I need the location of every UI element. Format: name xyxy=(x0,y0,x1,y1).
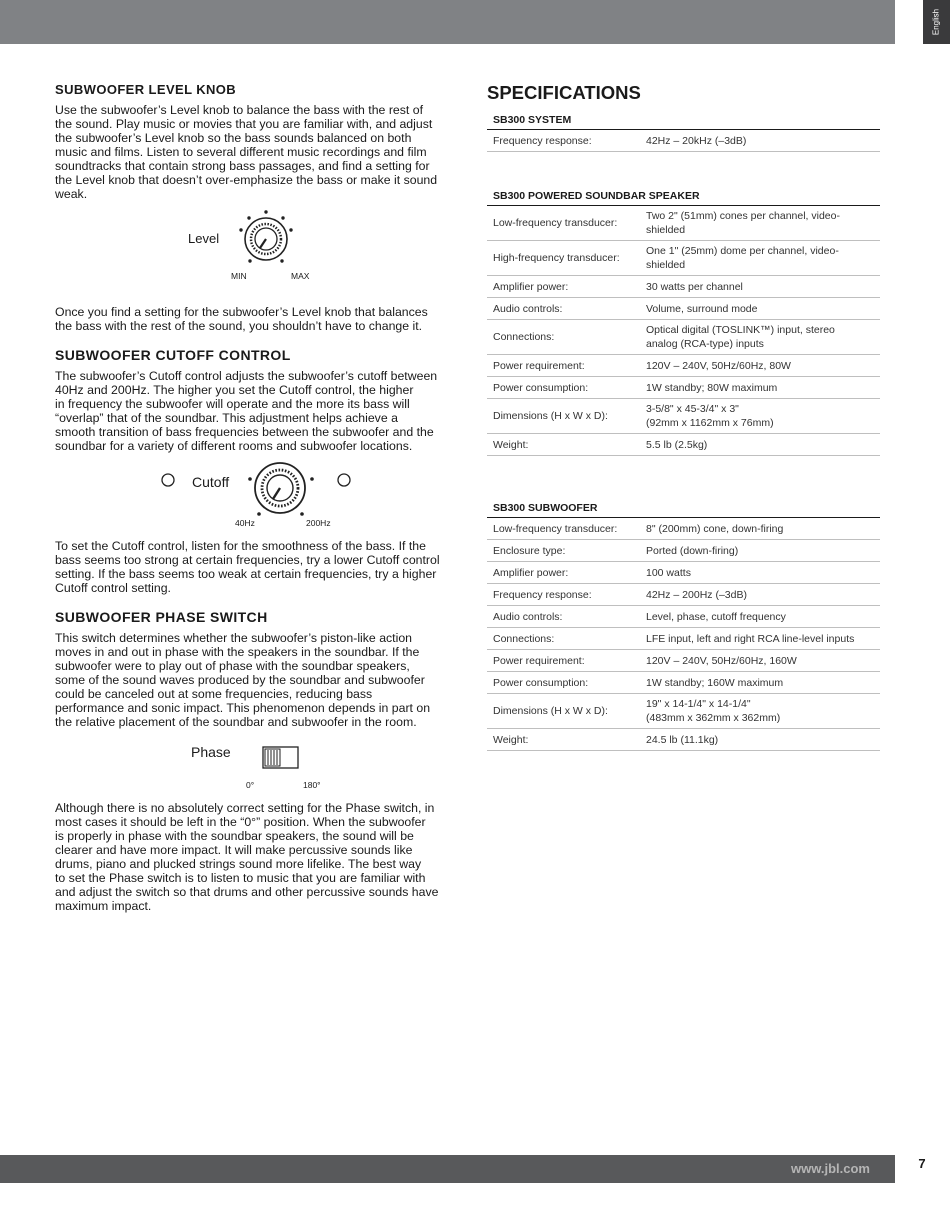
paragraph-line: the subwoofer’s Level knob so the bass sounds balanced on both xyxy=(55,131,412,145)
phase-para-2 xyxy=(55,801,457,913)
cutoff-led-right-icon xyxy=(338,474,350,486)
paragraph-line: “overlap” that of the soundbar. This adjustment helps achieve a xyxy=(55,411,398,425)
spec-value: 42Hz – 20kHz (–3dB) xyxy=(646,134,747,147)
system-table xyxy=(487,130,880,152)
spec-label: Connections: xyxy=(493,632,555,645)
system-table-title: SB300 SYSTEM xyxy=(487,112,880,130)
paragraph-line: smooth transition of bass frequencies between the subwoofer and the xyxy=(55,425,434,439)
level-knob-figure xyxy=(55,201,457,305)
spec-value: One 1" (25mm) dome per channel, video- shielded xyxy=(646,245,839,271)
level-para-1 xyxy=(55,103,457,201)
paragraph-line: to set the Phase switch is to listen to music that you are familiar with xyxy=(55,871,426,885)
spec-row xyxy=(487,276,880,298)
spec-label: Power requirement: xyxy=(493,654,585,667)
spec-value: 5.5 lb (2.5kg) xyxy=(646,438,708,451)
spec-label: Amplifier power: xyxy=(493,280,569,293)
level-min-label: MIN xyxy=(231,271,247,281)
spec-label: Frequency response: xyxy=(493,134,592,147)
spec-label: High-frequency transducer: xyxy=(493,252,620,264)
phase-switch-figure xyxy=(55,729,457,801)
page-number: 7 xyxy=(918,1156,926,1171)
spec-row xyxy=(487,650,880,672)
level-max-label: MAX xyxy=(291,271,310,281)
spec-row xyxy=(487,355,880,377)
cutoff-para-2 xyxy=(55,539,457,595)
spec-row xyxy=(487,434,880,456)
spec-value: 120V – 240V, 50Hz/60Hz, 80W xyxy=(646,359,791,372)
spec-value: Ported (down-firing) xyxy=(646,544,739,557)
specifications-column xyxy=(487,82,880,751)
level-heading: SUBWOOFER LEVEL KNOB xyxy=(55,82,237,97)
paragraph-line: the relative placement of the soundbar and subwoofer in the room. xyxy=(55,715,417,729)
cutoff-heading: SUBWOOFER CUTOFF CONTROL xyxy=(55,347,291,363)
phase-label: Phase xyxy=(191,744,231,760)
paragraph-line: clearer and have more impact. It will make percussive sounds like xyxy=(55,843,413,857)
spec-value: 30 watts per channel xyxy=(646,280,743,293)
phase-para-1 xyxy=(55,631,457,729)
spec-row xyxy=(487,298,880,320)
spec-value: 1W standby; 80W maximum xyxy=(646,381,778,394)
spec-value: 8" (200mm) cone, down-firing xyxy=(646,522,784,535)
specifications-title: SPECIFICATIONS xyxy=(487,82,641,103)
spec-value: Level, phase, cutoff frequency xyxy=(646,610,786,623)
paragraph-line: Once you find a setting for the subwoofer’s Level knob that balances xyxy=(55,305,428,319)
paragraph-line: could be canceled out at some frequencies, reducing bass xyxy=(55,687,373,701)
spec-row xyxy=(487,694,880,729)
soundbar-table-title: SB300 POWERED SOUNDBAR SPEAKER xyxy=(487,188,880,206)
spec-row xyxy=(487,206,880,241)
spec-row xyxy=(487,540,880,562)
spec-value: Two 2" (51mm) cones per channel, video- shielded xyxy=(646,210,840,236)
spec-label: Dimensions (H x W x D): xyxy=(493,705,608,717)
level-knob-icon xyxy=(55,201,457,305)
phase-heading: SUBWOOFER PHASE SWITCH xyxy=(55,609,268,625)
paragraph-line: the sound. Play music or movies that you are familiar with, and adjust xyxy=(55,117,433,131)
cutoff-led-left-icon xyxy=(162,474,174,486)
paragraph-line: the Level knob that doesn’t over-emphasize the bass or make it sound xyxy=(55,173,438,187)
soundbar-table xyxy=(487,206,880,456)
spec-label: Power consumption: xyxy=(493,676,589,689)
phase-min-label: 0° xyxy=(246,780,255,790)
cutoff-max-label: 200Hz xyxy=(306,518,331,528)
paragraph-line: some of the sound waves produced by the soundbar and subwoofer xyxy=(55,673,425,687)
spec-label: Dimensions (H x W x D): xyxy=(493,410,608,422)
spec-row xyxy=(487,606,880,628)
phase-switch-icon xyxy=(55,729,457,801)
spec-value: 42Hz – 200Hz (–3dB) xyxy=(646,588,747,601)
spec-label: Low-frequency transducer: xyxy=(493,217,618,229)
paragraph-line: The subwoofer’s Cutoff control adjusts the subwoofer’s cutoff between xyxy=(55,369,438,383)
spec-value: Optical digital (TOSLINK™) input, stereo analog (RCA-type) inputs xyxy=(646,324,835,350)
spec-label: Audio controls: xyxy=(493,610,563,623)
spec-row xyxy=(487,241,880,276)
paragraph-line: soundbar for a variety of different rooms and subwoofer locations. xyxy=(55,439,413,453)
spec-label: Low-frequency transducer: xyxy=(493,522,618,535)
language-tab-label: English xyxy=(931,8,941,36)
spec-value: 100 watts xyxy=(646,566,691,579)
spec-row xyxy=(487,562,880,584)
paragraph-line: soundtracks that contain strong bass passages, and find a setting for xyxy=(55,159,430,173)
spec-row xyxy=(487,518,880,540)
cutoff-label: Cutoff xyxy=(192,474,230,490)
spec-value: Volume, surround mode xyxy=(646,302,758,315)
phase-max-label: 180° xyxy=(303,780,321,790)
spec-row xyxy=(487,130,880,152)
spec-value: 24.5 lb (11.1kg) xyxy=(646,733,719,746)
paragraph-line: music and films. Listen to several different music recordings and film xyxy=(55,145,427,159)
subwoofer-table-title: SB300 SUBWOOFER xyxy=(487,500,880,518)
paragraph-line: performance and sonic impact. This phenomenon depends in part on xyxy=(55,701,431,715)
cutoff-knob-figure xyxy=(55,453,457,539)
footer-bar xyxy=(0,1155,895,1183)
spec-row xyxy=(487,320,880,355)
spec-row xyxy=(487,399,880,434)
spec-row xyxy=(487,729,880,751)
cutoff-para-1 xyxy=(55,369,457,453)
spec-value: LFE input, left and right RCA line-level inputs xyxy=(646,632,855,645)
paragraph-line: 40Hz and 200Hz. The higher you set the Cutoff control, the higher xyxy=(55,383,414,397)
paragraph-line: in frequency the subwoofer will operate and the more its bass will xyxy=(55,397,410,411)
subwoofer-table xyxy=(487,518,880,751)
top-bar xyxy=(0,0,895,44)
level-para-2 xyxy=(55,305,457,333)
paragraph-line: setting. If the bass seems too weak at certain frequencies, try a higher xyxy=(55,567,437,581)
spec-label: Weight: xyxy=(493,438,529,451)
spec-label: Enclosure type: xyxy=(493,544,566,557)
left-column xyxy=(55,82,457,913)
paragraph-line: drums, piano and plucked strings sound more lifelike. The best way xyxy=(55,857,422,871)
paragraph-line: Use the subwoofer’s Level knob to balance the bass with the rest of xyxy=(55,103,423,117)
paragraph-line: bass seems too strong at certain frequencies, try a lower Cutoff control xyxy=(55,553,440,567)
cutoff-min-label: 40Hz xyxy=(235,518,255,528)
paragraph-line: To set the Cutoff control, listen for the smoothness of the bass. If the xyxy=(55,539,426,553)
paragraph-line: This switch determines whether the subwoofer’s piston-like action xyxy=(55,631,413,645)
spec-value: 3-5/8" x 45-3/4" x 3" (92mm x 1162mm x 76mm) xyxy=(646,403,774,429)
paragraph-line: moves in and out in phase with the speakers in the soundbar. If the xyxy=(55,645,420,659)
level-label: Level xyxy=(188,231,220,246)
spec-label: Power consumption: xyxy=(493,381,589,394)
spec-row xyxy=(487,672,880,694)
spec-row xyxy=(487,584,880,606)
spec-label: Power requirement: xyxy=(493,359,585,372)
paragraph-line: subwoofer were to play out of phase with the soundbar speakers, xyxy=(55,659,410,673)
spec-value: 1W standby; 160W maximum xyxy=(646,676,784,689)
paragraph-line: weak. xyxy=(55,187,88,201)
paragraph-line: Although there is no absolutely correct setting for the Phase switch, in xyxy=(55,801,435,815)
spec-value: 120V – 240V, 50Hz/60Hz, 160W xyxy=(646,654,797,667)
spec-label: Connections: xyxy=(493,331,555,343)
spec-row xyxy=(487,628,880,650)
paragraph-line: is properly in phase with the soundbar speakers, the sound will be xyxy=(55,829,414,843)
spec-label: Audio controls: xyxy=(493,302,563,315)
spec-label: Amplifier power: xyxy=(493,566,569,579)
paragraph-line: maximum impact. xyxy=(55,899,152,913)
paragraph-line: and adjust the switch so that drums and other percussive sounds have xyxy=(55,885,439,899)
spec-label: Weight: xyxy=(493,733,529,746)
spec-row xyxy=(487,377,880,399)
spec-label: Frequency response: xyxy=(493,588,592,601)
website-link[interactable]: www.jbl.com xyxy=(791,1161,870,1176)
paragraph-line: most cases it should be left in the “0°” position. When the subwoofer xyxy=(55,815,426,829)
paragraph-line: Cutoff control setting. xyxy=(55,581,171,595)
paragraph-line: the bass with the rest of the sound, you shouldn’t have to change it. xyxy=(55,319,423,333)
spec-value: 19" x 14-1/4" x 14-1/4" (483mm x 362mm x 362mm) xyxy=(646,698,781,724)
cutoff-knob-icon xyxy=(55,453,457,539)
